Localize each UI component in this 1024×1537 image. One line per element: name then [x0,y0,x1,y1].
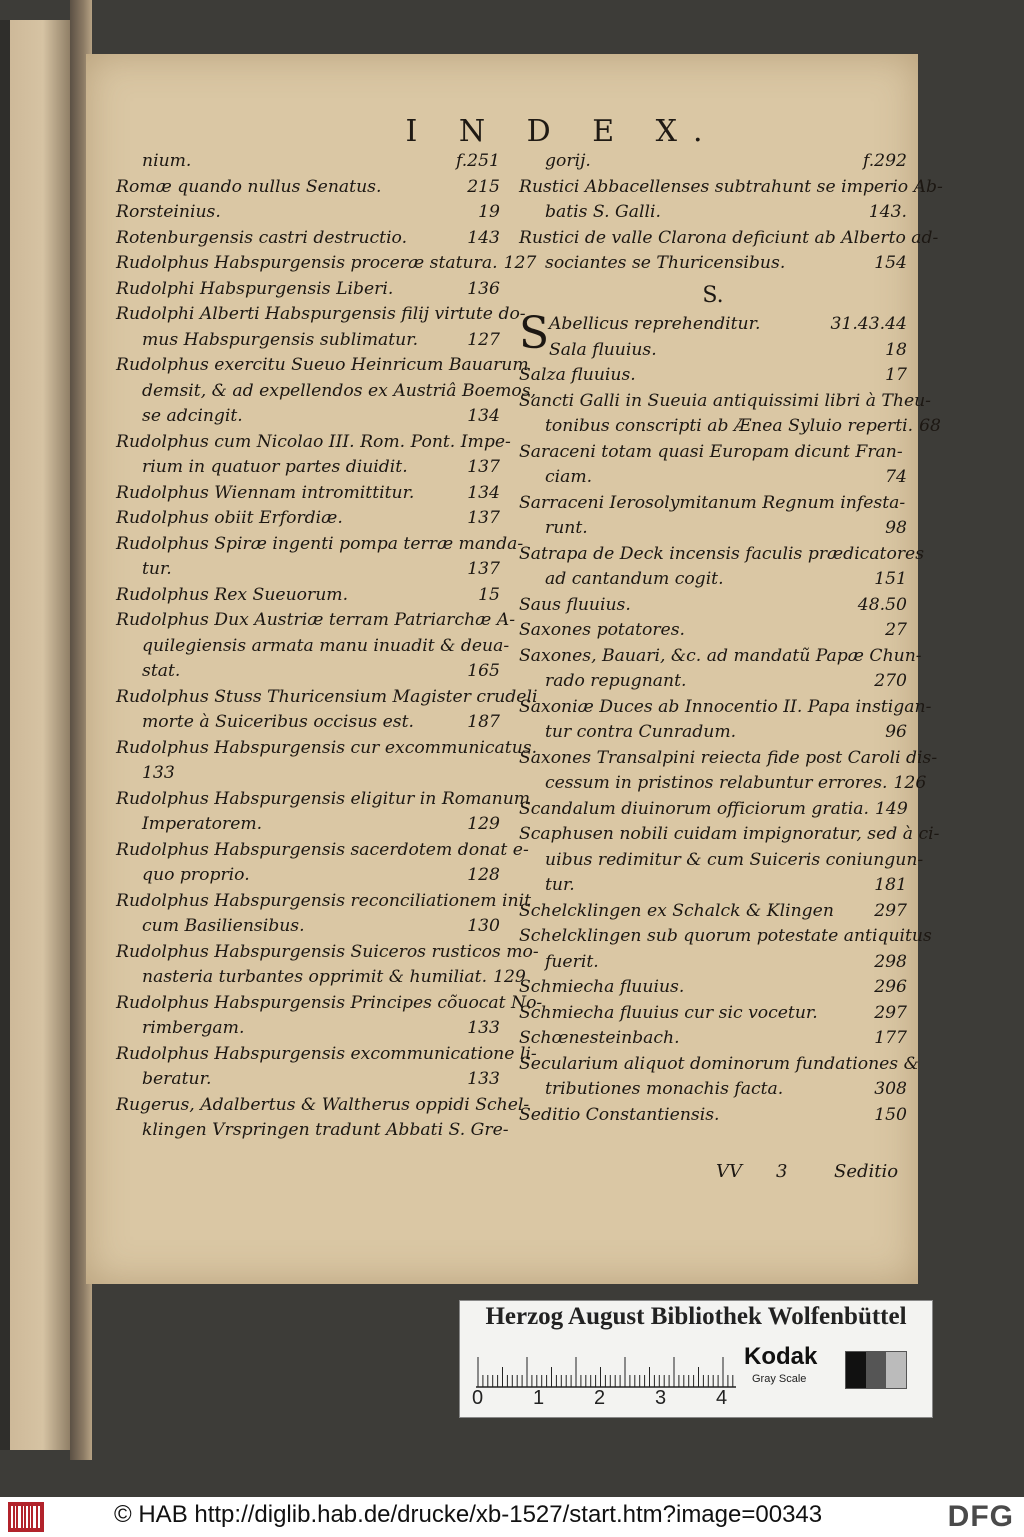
index-entry [116,430,511,456]
index-entry [519,200,907,226]
entry-text: Saxones Transalpini reiecta fide post Caroli dis- [519,747,938,768]
entry-page-ref: 19 [478,202,500,222]
drop-cap: S [519,308,550,359]
entry-page-ref: 308 [874,1079,907,1099]
entry-text: cessum in pristinos relabuntur errores. [545,773,888,793]
entry-text: Scandalum diuinorum officiorum gratia. [519,798,869,819]
index-entry [116,455,500,481]
right-column-continuation [519,149,943,277]
entry-text: Sarraceni Ierosolymitanum Regnum infesta- [519,492,906,513]
entry-page-ref: 270 [874,671,907,691]
entry-text: nasteria turbantes opprimit & humiliat. [142,967,488,987]
entry-text: Schelcklingen sub quorum potestate antiquitus [519,926,932,946]
index-entry [116,1016,500,1042]
entry-text: ciam. [545,467,593,487]
entry-page-ref: 48.50 [857,594,907,615]
index-entry [519,771,927,797]
scale-number: 0 [472,1387,484,1409]
footer-url[interactable]: © HAB http://diglib.hab.de/drucke/xb-1527/start.htm?image=00343 [114,1501,823,1528]
entry-text: stat. [142,661,181,681]
entry-page-ref: 149 [874,798,908,819]
index-entry [116,532,524,558]
entry-text: tur contra Cunradum. [545,722,737,742]
dfg-logo: DFG [947,1500,1014,1533]
index-entry [519,822,940,848]
index-entry [116,277,500,303]
entry-page-ref [939,822,945,848]
entry-text: Rudolphus Habspurgensis Principes cõuocat No- [116,992,543,1013]
entry-text: Secularium aliquot dominorum fundationes & [519,1053,919,1074]
entry-page-ref [922,644,928,670]
entry-page-ref: 15 [478,584,500,605]
index-entry [519,1077,907,1103]
scale-ruler [476,1349,741,1389]
catchword: Seditio [834,1161,899,1182]
entry-page-ref: 154 [874,253,907,273]
entry-text: Rudolphus Spiræ ingenti pompa terræ manda- [116,533,524,554]
entry-page-ref: 165 [467,661,500,681]
entry-page-ref: 127 [467,329,500,350]
entry-text: ad cantandum cogit. [545,569,724,589]
entry-text: Rudolphus Habspurgensis Suiceros rusticos mo- [116,941,539,962]
index-entry [116,353,529,379]
index-entry [519,1052,919,1078]
entry-page-ref: 96 [885,722,907,742]
entry-page-ref [509,634,515,660]
entry-text: Sancti Galli in Sueuia antiquissimi libri à Theu- [519,390,931,411]
index-entry [116,659,500,685]
entry-text: rium in quatuor partes diuidit. [142,457,408,477]
entry-text: Salza fluuius. [519,365,636,385]
index-entry [519,414,941,440]
entry-text: mus Habspurgensis sublimatur. [142,329,419,350]
entry-text: Rudolphus Habspurgensis eligitur in Romanum [116,788,531,809]
section-letter: S. [702,282,724,308]
entry-page-ref: 129 [493,967,526,987]
entry-text: Rudolphi Alberti Habspurgensis filij virtute do- [116,304,526,324]
entry-page-ref: 298 [874,951,907,972]
entry-text: beratur. [142,1069,212,1089]
entry-text: Abellicus reprehenditur. [549,314,761,334]
index-entry [116,302,526,328]
entry-page-ref [905,491,911,517]
index-entry [519,440,907,466]
entry-page-ref: 133 [467,1069,500,1089]
entry-page-ref [494,761,500,787]
entry-text: Rudolphus exercitu Sueuo Heinricum Bauarum [116,355,529,375]
entry-text: quilegiensis armata manu inuadit & deua- [142,635,510,656]
scale-number: 3 [655,1387,667,1409]
index-entry [519,720,907,746]
entry-text: 133 [142,763,175,783]
entry-text: Rudolphi Habspurgensis Liberi. [116,278,394,299]
entry-text: batis S. Galli. [545,202,661,222]
index-entry [116,1093,530,1119]
entry-text: Rudolphus Habspurgensis sacerdotem donat e- [116,839,529,860]
entry-page-ref [919,1052,925,1078]
entry-text: Sala fluuius. [549,339,657,360]
entry-page-ref [931,389,937,415]
entry-text: morte à Suiceribus occisus est. [142,712,414,732]
entry-text: Rudolphus Habspurgensis proceræ statura. [116,253,498,273]
entry-page-ref [932,924,938,950]
entry-text: Saxones, Bauari, &c. ad mandatũ Papæ Chun- [519,645,922,666]
entry-text: uibus redimitur & cum Suiceris coniungun- [545,849,924,870]
entry-page-ref [943,175,949,201]
entry-page-ref [509,1118,515,1144]
index-entry [116,404,500,430]
index-entry [116,379,537,405]
left-cover-edge [0,20,10,1450]
index-entry [116,608,516,634]
entry-text: Schmiecha fluuius cur sic vocetur. [519,1002,818,1023]
kodak-logo: Kodak [744,1343,818,1370]
index-entry [519,873,907,899]
book-page [86,54,943,1284]
scale-number: 2 [594,1387,606,1409]
index-entry [519,695,932,721]
entry-page-ref [924,542,930,568]
gray-scale-label: Gray Scale [752,1373,807,1385]
entry-text: runt. [545,518,588,538]
entry-text: Rustici Abbacellenses subtrahunt se imperio Ab- [519,176,943,197]
right-index-column [519,149,943,1128]
index-entry [519,567,907,593]
signature-number: 3 [776,1161,788,1182]
index-entry [116,506,500,532]
index-entry [116,200,500,226]
index-entry [116,1042,537,1068]
entry-page-ref: 187 [467,712,500,732]
index-entry [519,226,939,252]
entry-page-ref [938,226,944,252]
index-entry [116,226,500,252]
scale-number: 4 [716,1387,728,1409]
index-entry [116,175,500,201]
left-page-edge [0,20,78,1450]
index-entry [116,914,500,940]
index-entry [116,251,537,277]
entry-text: Rudolphus Dux Austriæ terram Patriarchæ A- [116,610,516,630]
section-s-entries [519,308,941,1128]
index-entry [519,542,925,568]
entry-page-ref: 133 [467,1018,500,1038]
entry-text: gorij. [545,151,591,171]
entry-text: tributiones monachis facta. [545,1079,784,1099]
entry-text: Satrapa de Deck incensis faculis prædicatores [519,543,925,564]
library-name: Herzog August Bibliothek Wolfenbüttel [485,1303,907,1330]
signature-mark: VV [716,1161,742,1182]
entry-page-ref: 127 [503,253,537,273]
entry-text: Rugerus, Adalbertus & Waltherus oppidi Schel- [116,1094,530,1115]
entry-text: sociantes se Thuricensibus. [545,253,786,273]
index-entry [519,338,907,364]
entry-page-ref: 297 [874,900,907,921]
entry-text: Saraceni totam quasi Europam dicunt Fran- [519,441,903,462]
entry-page-ref: 137 [467,508,500,528]
entry-page-ref: 130 [467,916,500,936]
entry-page-ref: f.251 [455,151,500,171]
entry-text: tonibus conscripti ab Æneа Syluio reperti. [545,416,914,436]
entry-page-ref: 143 [467,227,500,248]
entry-page-ref: 136 [467,278,500,299]
entry-page-ref [903,440,909,466]
index-entry [519,644,922,670]
entry-text: tur. [545,875,575,895]
index-entry [116,863,500,889]
entry-text: Scaphusen nobili cuidam impignoratur, sed à ci- [519,824,940,844]
entry-page-ref: 18 [885,339,907,360]
index-entry [519,1001,907,1027]
entry-text: Rotenburgensis castri destructio. [116,227,408,248]
entry-text: Rudolphus Habspurgensis cur excommunicatus. [116,737,538,758]
entry-text: Rudolphus Habspurgensis excommunicatione li- [116,1043,537,1064]
index-entry [116,1118,509,1144]
entry-page-ref: 134 [467,406,500,426]
entry-page-ref: 143. [868,202,907,222]
entry-page-ref: 129 [467,814,500,834]
entry-page-ref: 181 [874,875,907,895]
entry-text: se adcingit. [142,406,243,426]
entry-text: klingen Vrspringen tradunt Abbati S. Gre- [142,1120,509,1140]
index-entry [116,787,531,813]
entry-text: tur. [142,559,172,579]
entry-text: Schœnesteinbach. [519,1028,680,1048]
entry-page-ref [511,430,517,456]
entry-page-ref: 74 [885,467,907,487]
entry-page-ref: 126 [893,773,927,793]
index-entry [519,491,907,517]
index-entry [116,940,539,966]
entry-text: Seditio Constantiensis. [519,1104,720,1125]
index-entry [116,328,500,354]
entry-text: Rudolphus Habspurgensis reconciliationem init [116,890,531,911]
index-entry [519,975,907,1001]
entry-text: Rudolphus Stuss Thuricensium Magister crudeli [116,686,538,707]
entry-text: Rorsteinius. [116,202,221,222]
index-entry [519,312,907,338]
entry-page-ref: 98 [885,518,907,538]
entry-page-ref: 128 [467,865,500,885]
index-entry [519,924,932,950]
index-entry [116,965,526,991]
index-entry [116,889,531,915]
entry-text: quo proprio. [142,865,250,885]
index-entry [116,736,538,762]
entry-text: Schmiecha fluuius. [519,977,685,997]
index-entry [519,899,907,925]
entry-text: rado repugnant. [545,671,687,691]
index-entry [519,175,943,201]
entry-page-ref: 17 [885,365,907,385]
index-entry [116,481,500,507]
index-entry [116,838,529,864]
index-entry [519,1103,907,1129]
entry-page-ref: 150 [874,1104,907,1125]
index-entry [116,583,500,609]
entry-text: Rudolphus cum Nicolao III. Rom. Pont. Impe- [116,431,511,452]
entry-page-ref: 215 [467,176,500,197]
entry-text: demsit, & ad expellendos ex Austriâ Boemos, [142,380,537,401]
index-entry [519,746,938,772]
index-entry [116,710,500,736]
index-entry [519,618,907,644]
entry-text: Saxoniæ Duces ab Innocentio II. Papa instigan- [519,696,932,717]
entry-page-ref [923,848,929,874]
scale-number: 1 [533,1387,545,1409]
index-entry [519,465,907,491]
entry-page-ref: 137 [467,457,500,477]
entry-page-ref: 27 [885,620,907,640]
footer-bar [0,1497,1024,1537]
entry-page-ref: 68 [919,416,941,436]
entry-text: cum Basiliensibus. [142,916,305,936]
entry-text: Romæ quando nullus Senatus. [116,176,382,197]
index-entry [116,557,500,583]
index-entry [519,669,907,695]
entry-text: Saxones potatores. [519,620,686,640]
index-entry [116,991,543,1017]
index-entry [116,634,510,660]
entry-text: nium. [142,151,192,171]
index-entry [519,516,907,542]
entry-page-ref [931,695,937,721]
index-entry [519,848,924,874]
entry-text: Imperatorem. [142,814,263,834]
index-entry [519,251,907,277]
entry-text: Saus fluuius. [519,594,631,615]
entry-text: Schelcklingen ex Schalck & Klingen [519,900,834,921]
index-entry [116,149,500,175]
left-index-column [116,149,543,1144]
entry-page-ref: 296 [874,977,907,997]
page-title: I N D E X. [405,114,719,149]
entry-text: Rudolphus Wiennam intromittitur. [116,482,415,503]
entry-page-ref: f.292 [862,151,907,171]
index-entry [519,950,907,976]
entry-page-ref: 31.43.44 [830,314,907,334]
library-color-card [459,1300,933,1418]
index-entry [519,797,907,823]
entry-text: Rudolphus obiit Erfordiæ. [116,508,343,528]
index-entry [519,149,907,175]
entry-text: fuerit. [545,951,599,972]
index-entry [116,761,500,787]
index-entry [519,389,931,415]
entry-text: Rustici de valle Clarona deficiunt ab Alberto ad- [519,227,939,248]
gray-swatch [845,1351,907,1389]
entry-page-ref: 137 [467,559,500,579]
index-entry [116,812,500,838]
entry-page-ref: 151 [874,569,907,589]
entry-page-ref: 177 [874,1028,907,1048]
index-entry [116,1067,500,1093]
entry-text: Rudolphus Rex Sueuorum. [116,584,349,605]
barcode-icon [8,1502,44,1532]
entry-page-ref [937,746,943,772]
index-entry [116,685,538,711]
entry-text: rimbergam. [142,1018,245,1038]
entry-page-ref: 297 [874,1002,907,1023]
index-entry [519,1026,907,1052]
index-entry [519,593,907,619]
index-entry [519,363,907,389]
entry-page-ref: 134 [467,482,500,503]
